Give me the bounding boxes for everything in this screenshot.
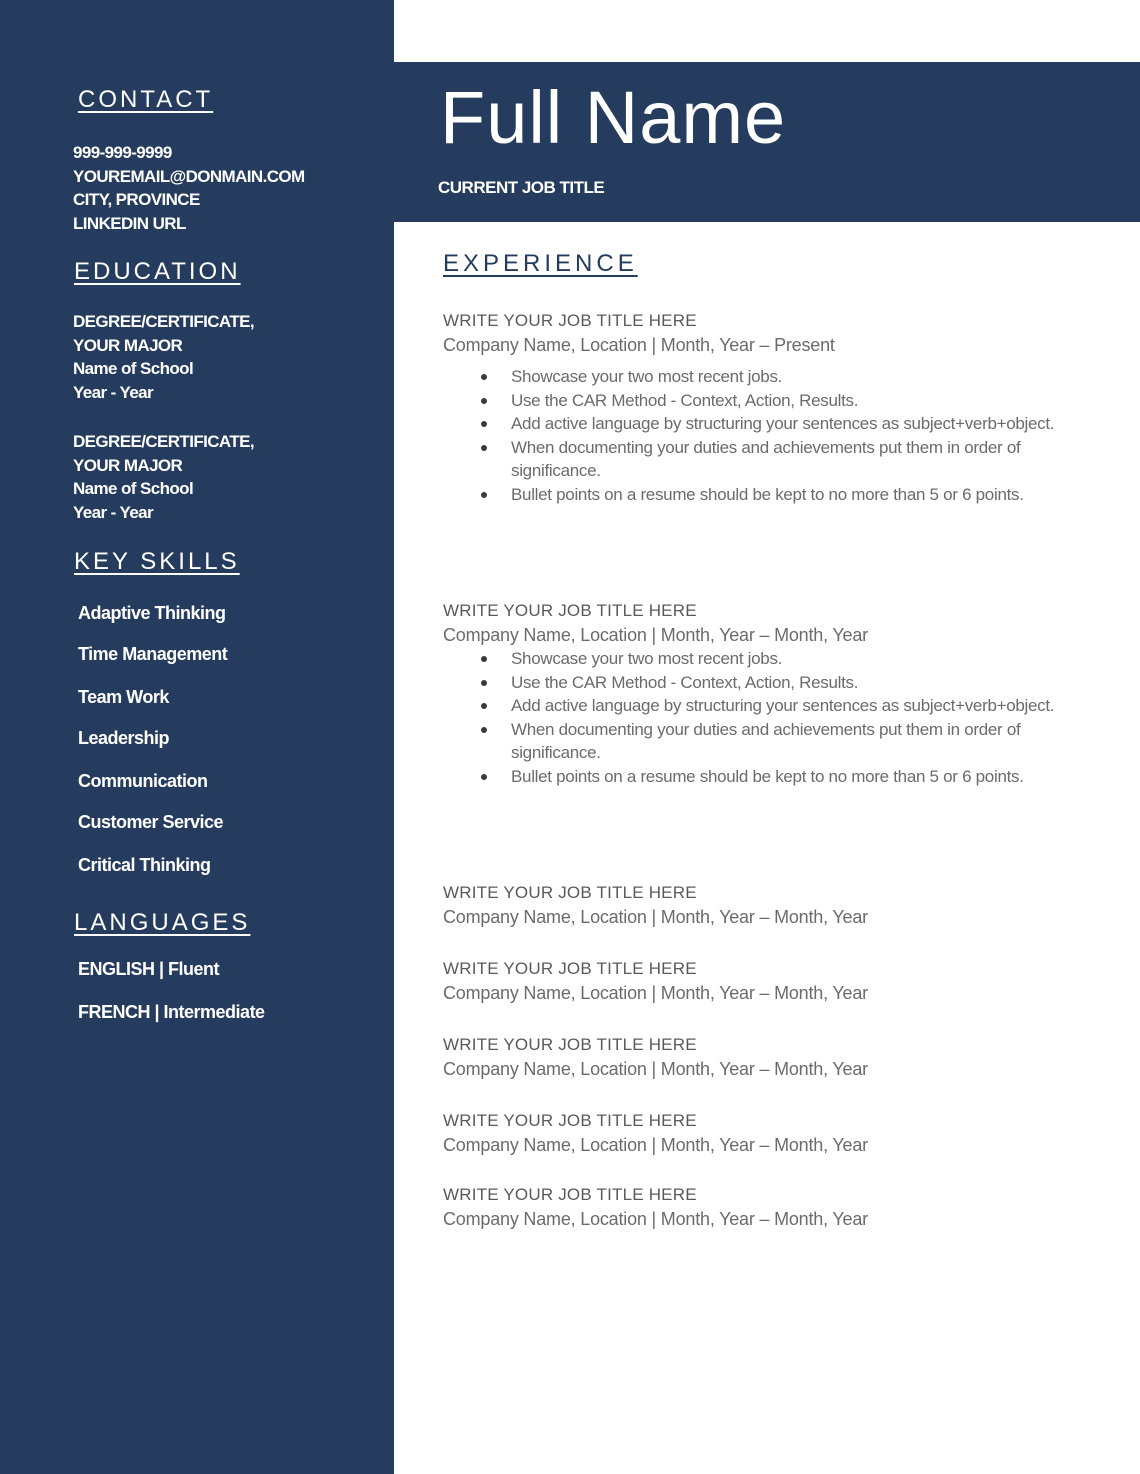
contact-block (73, 141, 305, 235)
education-entry (73, 430, 254, 524)
job-bullet: Bullet points on a resume should be kept to no more than 5 or 6 points. (511, 483, 1093, 507)
job-bullet: Use the CAR Method - Context, Action, Results. (511, 389, 1093, 413)
language-item: ENGLISH | Fluent (78, 959, 220, 979)
language-item: FRENCH | Intermediate (78, 1002, 265, 1022)
education-school: Name of School (73, 359, 194, 378)
contact-city: CITY, PROVINCE (73, 190, 200, 209)
job-title: WRITE YOUR JOB TITLE HERE (443, 883, 697, 902)
job-company: Company Name, Location | Month, Year – Month, Year (443, 983, 868, 1003)
job-bullets (443, 365, 1093, 506)
job-bullet: Bullet points on a resume should be kept to no more than 5 or 6 points. (511, 765, 1093, 789)
education-heading: EDUCATION (74, 258, 241, 285)
skill-item: Adaptive Thinking (78, 603, 226, 623)
sidebar (0, 0, 394, 1474)
job-title: WRITE YOUR JOB TITLE HERE (443, 1035, 697, 1054)
job-entry (443, 957, 1093, 1005)
job-bullet: Showcase your two most recent jobs. (511, 365, 1093, 389)
job-bullet: Showcase your two most recent jobs. (511, 647, 1093, 671)
skill-item: Leadership (78, 728, 170, 748)
job-bullet: Use the CAR Method - Context, Action, Results. (511, 671, 1093, 695)
job-title: WRITE YOUR JOB TITLE HERE (443, 601, 697, 620)
skill-item: Team Work (78, 687, 169, 707)
education-entry (73, 310, 254, 404)
job-bullet: When documenting your duties and achievements put them in order of significance. (511, 718, 1093, 765)
education-major: YOUR MAJOR (73, 455, 183, 475)
job-entry (443, 1183, 1093, 1231)
education-years: Year - Year (73, 382, 154, 402)
education-years: Year - Year (73, 502, 154, 522)
job-bullet: When documenting your duties and achievements put them in order of significance. (511, 436, 1093, 483)
job-entry (443, 1033, 1093, 1081)
job-title: WRITE YOUR JOB TITLE HERE (443, 311, 697, 330)
skill-item: Critical Thinking (78, 855, 211, 875)
job-company: Company Name, Location | Month, Year – Present (443, 335, 835, 355)
job-title: WRITE YOUR JOB TITLE HERE (443, 1185, 697, 1204)
job-company: Company Name, Location | Month, Year – Month, Year (443, 625, 868, 645)
job-entry (443, 881, 1093, 929)
job-company: Company Name, Location | Month, Year – Month, Year (443, 1209, 868, 1229)
contact-linkedin: LINKEDIN URL (73, 213, 186, 233)
job-company: Company Name, Location | Month, Year – Month, Year (443, 907, 868, 927)
job-title: WRITE YOUR JOB TITLE HERE (443, 1111, 697, 1130)
education-degree: DEGREE/CERTIFICATE, (73, 312, 254, 331)
contact-email: YOUREMAIL@DONMAIN.COM (73, 166, 305, 186)
job-entry (443, 309, 1093, 506)
contact-heading: CONTACT (78, 86, 214, 113)
job-entry (443, 1109, 1093, 1157)
skill-item: Communication (78, 771, 208, 791)
contact-phone: 999-999-9999 (73, 143, 172, 162)
job-company: Company Name, Location | Month, Year – Month, Year (443, 1059, 868, 1079)
job-company: Company Name, Location | Month, Year – Month, Year (443, 1135, 868, 1155)
job-bullets (443, 647, 1093, 788)
current-job-title: CURRENT JOB TITLE (438, 178, 605, 197)
job-entry (443, 599, 1093, 788)
skill-item: Time Management (78, 644, 228, 664)
education-school: Name of School (73, 479, 194, 498)
full-name: Full Name (440, 76, 787, 159)
education-degree: DEGREE/CERTIFICATE, (73, 432, 254, 451)
skill-item: Customer Service (78, 812, 224, 832)
job-bullet: Add active language by structuring your sentences as subject+verb+object. (511, 412, 1093, 436)
languages-heading: LANGUAGES (74, 909, 251, 936)
job-bullet: Add active language by structuring your sentences as subject+verb+object. (511, 694, 1093, 718)
experience-heading: EXPERIENCE (443, 250, 638, 277)
skills-heading: KEY SKILLS (74, 548, 240, 575)
job-title: WRITE YOUR JOB TITLE HERE (443, 959, 697, 978)
header-band (394, 62, 1140, 222)
education-major: YOUR MAJOR (73, 335, 183, 355)
